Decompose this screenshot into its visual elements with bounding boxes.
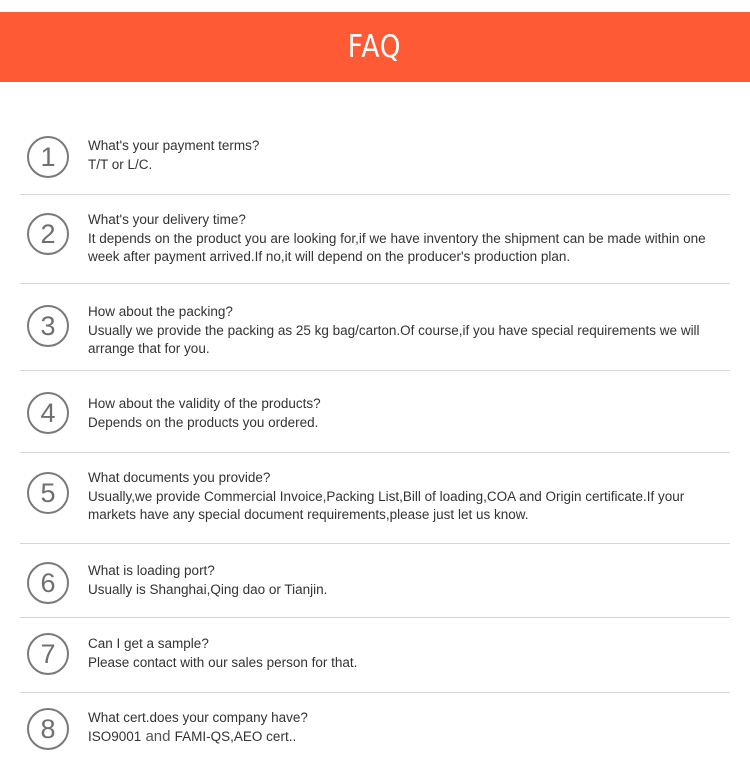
number-8-circle-icon <box>27 708 69 750</box>
item-number: 6 <box>40 567 56 598</box>
item-number: 7 <box>40 638 56 669</box>
item-number: 2 <box>40 218 56 249</box>
page-title: FAQ <box>348 29 402 65</box>
item-number: 5 <box>40 477 56 508</box>
faq-question: What cert.does your company have? <box>88 710 308 725</box>
item-number: 8 <box>40 713 56 744</box>
divider <box>20 617 730 618</box>
divider <box>20 370 730 371</box>
faq-answer: Usually is Shanghai,Qing dao or Tianjin. <box>88 581 328 597</box>
item-number: 4 <box>40 397 56 428</box>
faq-question: How about the packing? <box>88 304 233 319</box>
faq-question: What's your payment terms? <box>88 138 260 153</box>
and-word: and <box>141 727 175 745</box>
divider <box>20 543 730 544</box>
item-number: 1 <box>40 141 56 172</box>
faq-answer: Depends on the products you ordered. <box>88 414 319 430</box>
divider <box>20 452 730 453</box>
number-7-circle-icon <box>27 633 69 675</box>
number-5-circle-icon <box>27 472 69 514</box>
faq-question: How about the validity of the products? <box>88 396 321 411</box>
faq-question: Can I get a sample? <box>88 636 209 651</box>
faq-answer: Please contact with our sales person for that. <box>88 654 358 670</box>
faq-text <box>88 211 733 267</box>
faq-text <box>88 709 733 746</box>
cert-iso: ISO9001 <box>88 728 142 744</box>
faq-header-banner <box>0 12 750 82</box>
faq-question: What documents you provide? <box>88 470 271 485</box>
faq-text <box>88 635 733 672</box>
divider <box>20 692 730 693</box>
faq-answer: Usually,we provide Commercial Invoice,Packing List,Bill of loading,COA and Origin certificate.If your markets have any special document requirements,please just let us know. <box>88 488 685 522</box>
divider <box>20 194 730 195</box>
faq-text <box>88 469 733 525</box>
faq-text <box>88 562 733 599</box>
faq-question: What is loading port? <box>88 563 215 578</box>
divider <box>20 283 730 284</box>
faq-answer: Usually we provide the packing as 25 kg bag/carton.Of course,if you have special requirements we will arrange that for you. <box>88 322 700 356</box>
number-1-circle-icon <box>27 136 69 178</box>
faq-question: What's your delivery time? <box>88 212 246 227</box>
item-number: 3 <box>40 310 56 341</box>
number-2-circle-icon <box>27 213 69 255</box>
number-4-circle-icon <box>27 392 69 434</box>
faq-text <box>88 137 733 174</box>
faq-text <box>88 303 733 359</box>
faq-text <box>88 395 733 432</box>
number-6-circle-icon <box>27 562 69 604</box>
faq-answer <box>88 728 733 747</box>
number-3-circle-icon <box>27 305 69 347</box>
faq-answer: It depends on the product you are looking for,if we have inventory the shipment can be made within one week after payment arrived.If no,it will depend on the producer's production plan. <box>88 230 706 264</box>
cert-others: FAMI-QS,AEO cert.. <box>174 728 297 744</box>
faq-answer: T/T or L/C. <box>88 156 153 172</box>
